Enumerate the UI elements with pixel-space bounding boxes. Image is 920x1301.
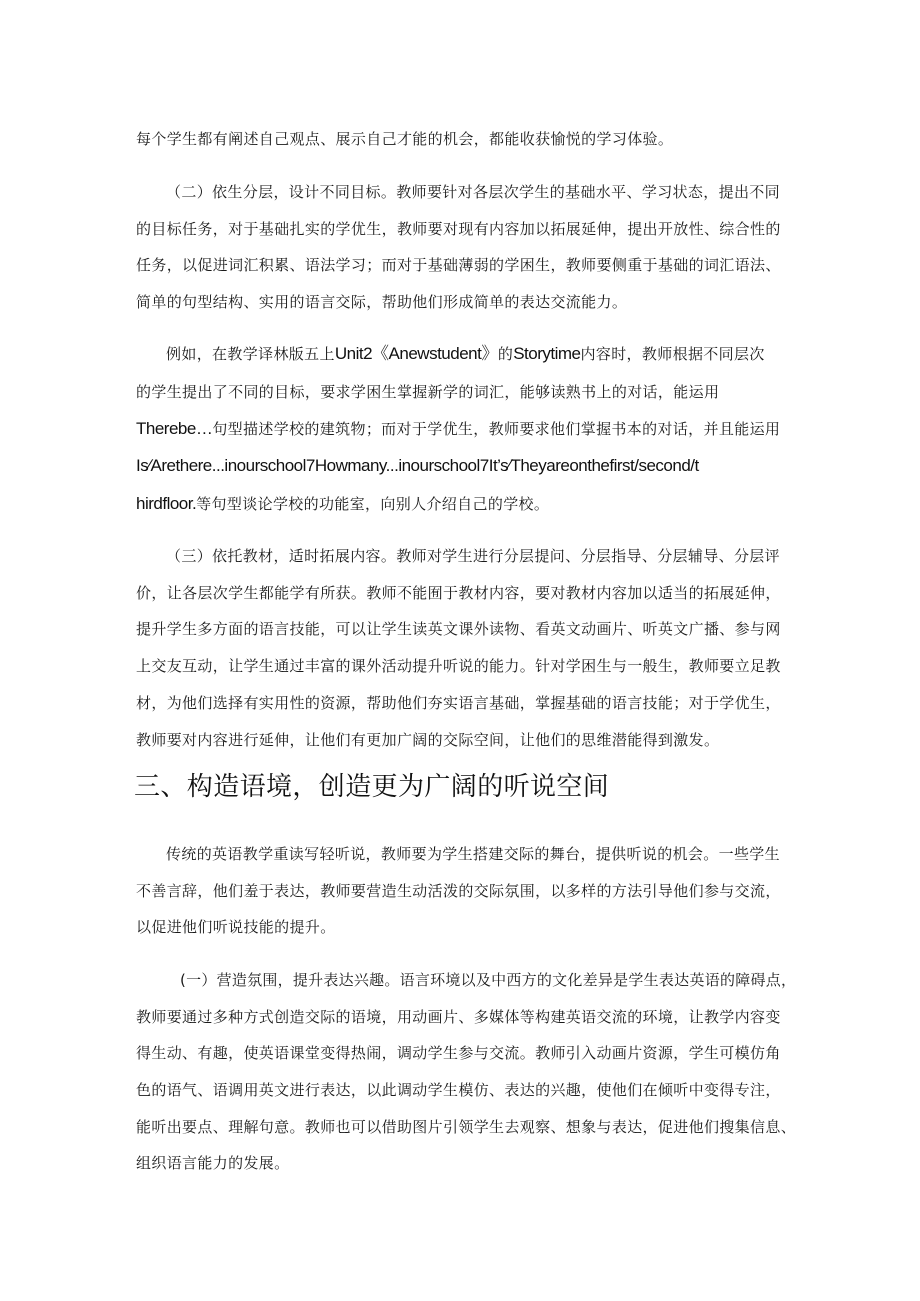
paragraph-4-line-6: 教师要对内容进行延伸，让他们有更加广阔的交际空间，让他们的思维潜能得到激发。: [136, 731, 720, 749]
paragraph-3-text-2: 的: [497, 345, 514, 363]
paragraph-3-line-5-text: 等句型谈论学校的功能室，向别人介绍自己的学校。: [196, 495, 550, 513]
paragraph-2-line-4: 简单的句型结构、实用的语言交际，帮助他们形成简单的表达交流能力。: [136, 293, 628, 311]
paragraph-4-line-5: 材，为他们选择有实用性的资源，帮助他们夯实语言基础，掌握基础的语言技能；对于学优生，: [136, 694, 781, 712]
paragraph-4-line-3: 提升学生多方面的语言技能，可以让学生读英文课外读物、看英文动画片、听英文广播、参与网: [136, 620, 781, 638]
paragraph-6-line-2: 教师要通过多种方式创造交际的语境，用动画片、多媒体等构建英语交流的环境，让教学内容变: [136, 1008, 781, 1026]
paragraph-4-line-4: 上交友互动，让学生通过丰富的课外活动提升听说的能力。针对学困生与一般生，教师要立足教: [136, 657, 781, 675]
section-heading: 三、构造语境，创造更为广阔的听说空间: [134, 772, 610, 802]
storytime-term: Storytime: [513, 344, 581, 363]
paragraph-6-line-6: 组织语言能力的发展。: [136, 1154, 290, 1172]
paragraph-5-line-1: 传统的英语教学重读写轻听说，教师要为学生搭建交际的舞台，提供听说的机会。一些学生: [166, 845, 781, 863]
paragraph-3-line-4: [136, 456, 796, 476]
paragraph-3-line-5: [136, 494, 796, 514]
unit-title: Unit2《Anewstudent》: [334, 344, 498, 363]
sentence-pattern-therebe: Therebe…: [136, 419, 213, 438]
paragraph-3-text-3: 内容时，教师根据不同层次: [580, 345, 765, 363]
paragraph-5-line-3: 以促进他们听说技能的提升。: [136, 918, 336, 936]
paragraph-6-line-5: 能听出要点、理解句意。教师也可以借助图片引领学生去观察、想象与表达，促进他们搜集信息、: [136, 1118, 797, 1136]
paragraph-1-line-1: 每个学生都有阐述自己观点、展示自己才能的机会，都能收获愉悦的学习体验。: [136, 130, 674, 148]
paragraph-2-line-2: 的目标任务，对于基础扎实的学优生，教师要对现有内容加以拓展延伸，提出开放性、综合性的: [136, 220, 781, 238]
paragraph-4-line-1: （三）依托教材，适时拓展内容。教师对学生进行分层提问、分层指导、分层辅导、分层评: [166, 547, 781, 565]
paragraph-3-line-2: 的学生提出了不同的目标，要求学困生掌握新学的词汇，能够读熟书上的对话，能运用: [136, 383, 720, 401]
paragraph-4-line-2: 价，让各层次学生都能学有所获。教师不能囿于教材内容，要对教材内容加以适当的拓展延伸，: [136, 584, 781, 602]
paragraph-6-line-3: 得生动、有趣，使英语课堂变得热闹，调动学生参与交流。教师引入动画片资源，学生可模仿角: [136, 1044, 781, 1062]
paragraph-5-line-2: 不善言辞，他们羞于表达，教师要营造生动活泼的交际氛围，以多样的方法引导他们参与交流，: [136, 882, 781, 900]
sentence-patterns-english: Is∕Arethere...inourschool7Howmany...inourschool7It’s∕Theyareonthefirst/second/t: [136, 456, 699, 475]
paragraph-6-line-4: 色的语气、语调用英文进行表达，以此调动学生模仿、表达的兴趣，使他们在倾听中变得专注，: [136, 1081, 781, 1099]
paragraph-2-line-1: （二）依生分层，设计不同目标。教师要针对各层次学生的基础水平、学习状态，提出不同: [166, 183, 781, 201]
paragraph-3-line-3-text: 句型描述学校的建筑物；而对于学优生，教师要求他们掌握书本的对话，并且能运用: [212, 420, 781, 438]
paragraph-3-line-1: [166, 344, 796, 364]
paragraph-6-line-1: (一）营造氛围，提升表达兴趣。语言环境以及中西方的文化差异是学生表达英语的障碍点，: [180, 971, 797, 989]
paragraph-3-line-3: [136, 419, 796, 439]
sentence-pattern-floor: hirdfloor.: [136, 494, 197, 513]
paragraph-2-line-3: 任务，以促进词汇积累、语法学习；而对于基础薄弱的学困生，教师要侧重于基础的词汇语法、: [136, 256, 781, 274]
paragraph-3-text-1: 例如，在教学译林版五上: [166, 345, 335, 363]
